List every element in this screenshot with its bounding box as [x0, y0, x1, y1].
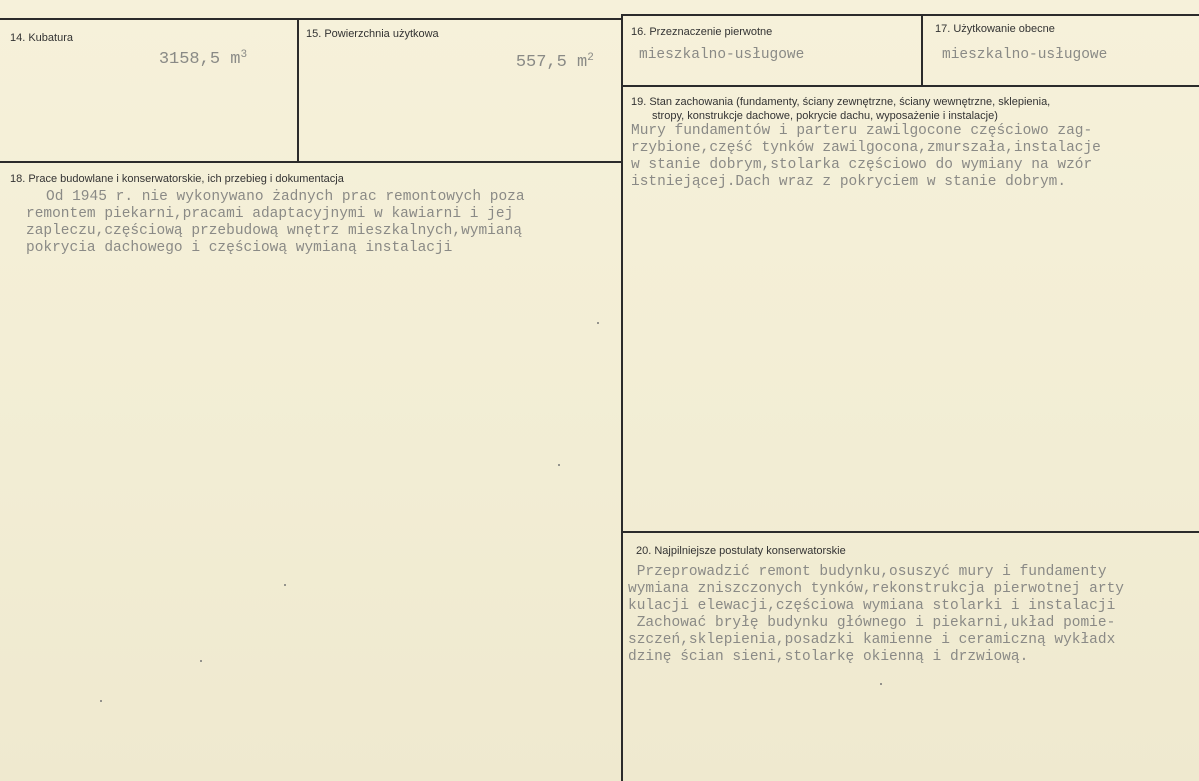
paper-speck: [200, 660, 202, 662]
paper-speck: [284, 584, 286, 586]
prace-line-3: zapleczu,częściową przebudową wnętrz mieszkalnych,wymianą: [26, 223, 522, 239]
divider-main: [621, 14, 623, 781]
rule-under-14-15: [0, 161, 622, 163]
kubatura-value: 3158,5 $m^3$: [158, 49, 248, 69]
prace-line-4: pokrycia dachowego i częściową wymianą instalacji: [26, 240, 453, 256]
stan-line-2: rzybione,część tynków zawilgocona,zmurszała,instalacje: [631, 140, 1101, 156]
top-rule-right: [622, 14, 1199, 16]
postulaty-line-4: Zachować bryłę budynku głównego i piekarni,układ pomie-: [628, 615, 1116, 631]
postulaty-line-1: Przeprowadzić remont budynku,osuszyć mury i fundamenty: [628, 564, 1107, 580]
prace-line-2: remontem piekarni,pracami adaptacyjnymi w kawiarni i jej: [26, 206, 514, 222]
uzytkowanie-label: 17. Użytkowanie obecne: [935, 23, 1055, 35]
rule-under-16-17: [622, 85, 1199, 87]
paper-speck: [597, 322, 599, 324]
rule-under-19: [622, 531, 1199, 533]
stan-line-3: w stanie dobrym,stolarka częściowo do wymiany na wzór: [631, 157, 1093, 173]
przeznaczenie-value: mieszkalno-usługowe: [639, 47, 805, 63]
prace-line-1: Od 1945 r. nie wykonywano żadnych prac remontowych poza: [46, 189, 525, 205]
prace-label: 18. Prace budowlane i konserwatorskie, ich przebieg i dokumentacja: [10, 173, 344, 185]
powierzchnia-value: 557,5 $m^2$: [515, 52, 594, 72]
powierzchnia-label: 15. Powierzchnia użytkowa: [306, 28, 439, 40]
divider-16-17: [921, 14, 923, 86]
stan-line-1: Mury fundamentów i parteru zawilgocone częściowo zag-: [631, 123, 1093, 139]
uzytkowanie-value: mieszkalno-usługowe: [942, 47, 1108, 63]
divider-14-15: [297, 18, 299, 163]
paper-speck: [558, 464, 560, 466]
przeznaczenie-label: 16. Przeznaczenie pierwotne: [631, 26, 773, 38]
stan-label-1: 19. Stan zachowania (fundamenty, ściany zewnętrzne, ściany wewnętrzne, sklepienia,: [631, 96, 1051, 108]
postulaty-line-6: dzinę ścian sieni,stolarkę okienną i drzwiową.: [628, 649, 1029, 665]
stan-line-4: istniejącej.Dach wraz z pokryciem w stanie dobrym.: [631, 174, 1067, 190]
postulaty-line-3: kulacji elewacji,częściowa wymiana stolarki i instalacji: [628, 598, 1116, 614]
postulaty-line-5: szczeń,sklepienia,posadzki kamienne i ceramiczną wykładx: [628, 632, 1116, 648]
paper-speck: [100, 700, 102, 702]
postulaty-label: 20. Najpilniejsze postulaty konserwatorskie: [636, 545, 846, 557]
stan-label-2: stropy, konstrukcje dachowe, pokrycie dachu, wyposażenie i instalacje): [652, 110, 998, 122]
postulaty-line-2: wymiana zniszczonych tynków,rekonstrukcja pierwotnej arty: [628, 581, 1124, 597]
paper-speck: [880, 683, 882, 685]
kubatura-label: 14. Kubatura: [10, 32, 73, 44]
top-rule: [0, 18, 622, 20]
